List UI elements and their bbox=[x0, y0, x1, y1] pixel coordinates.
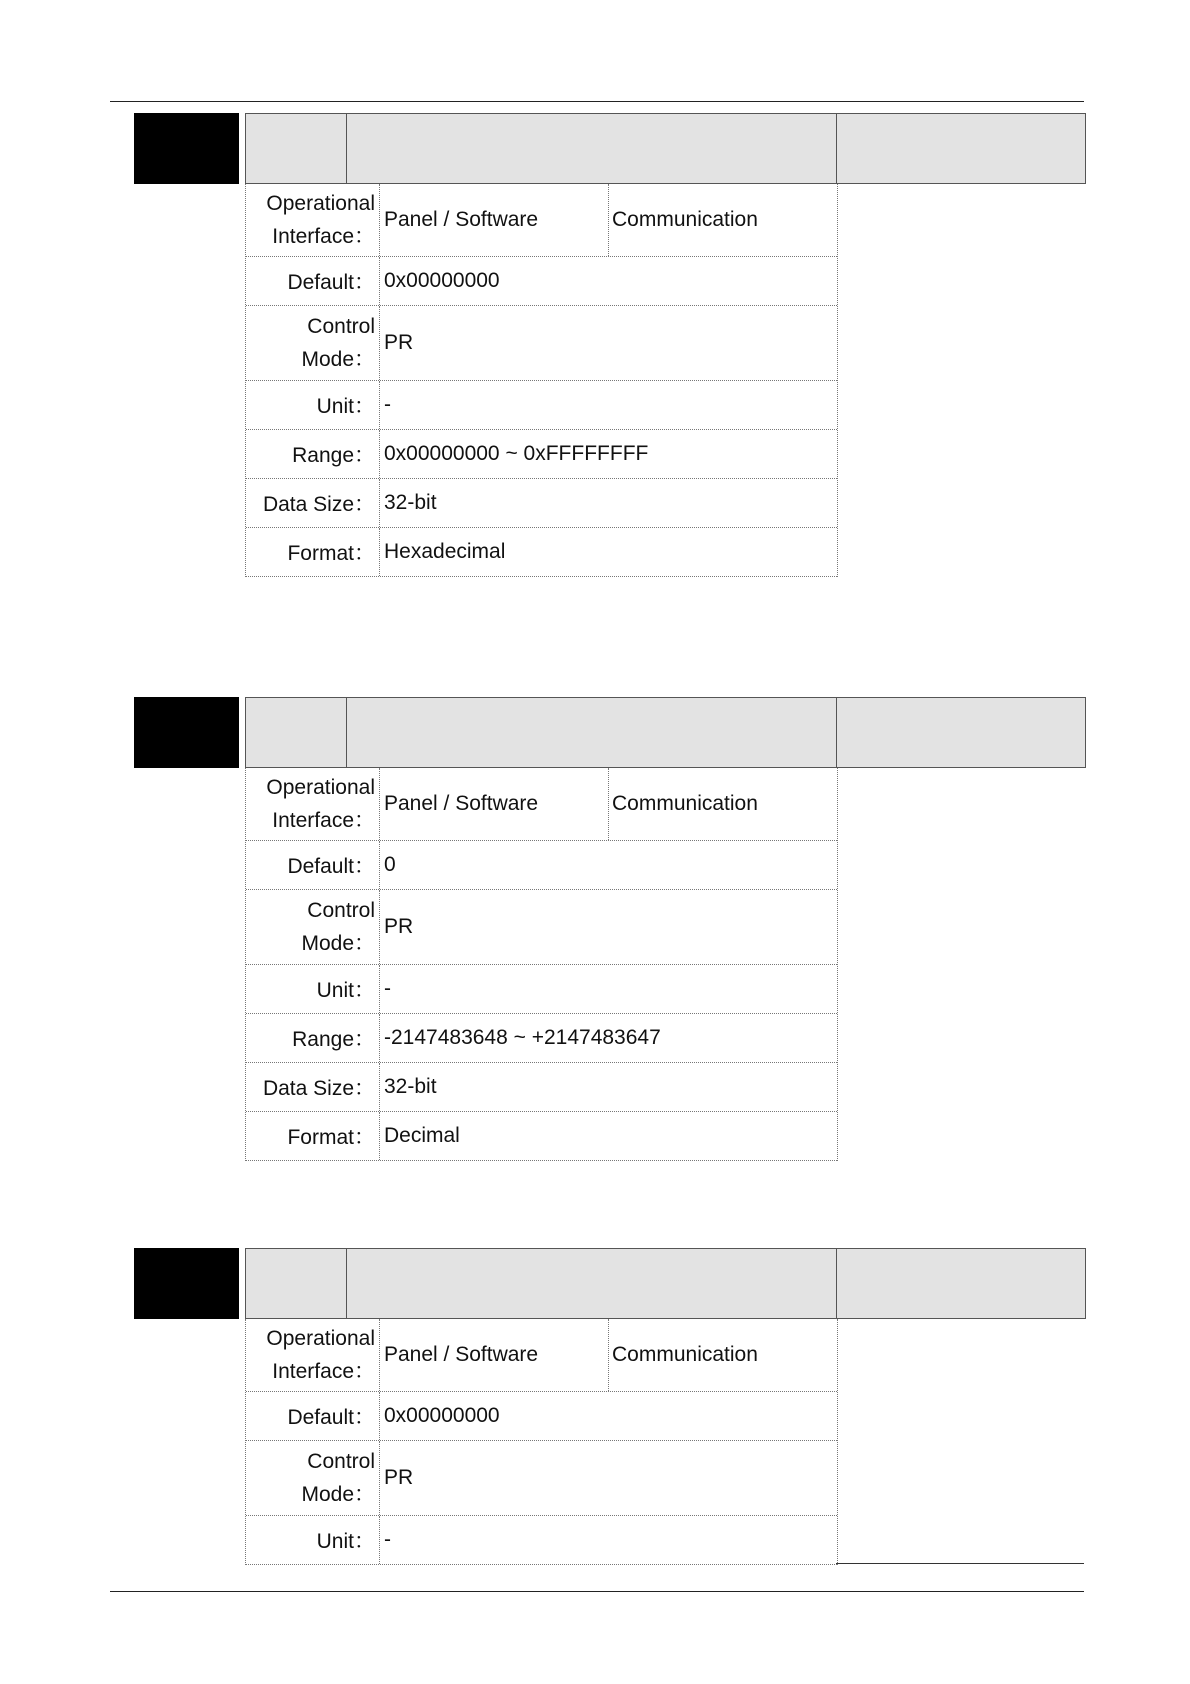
format-label: Format： bbox=[246, 528, 380, 576]
control-mode-label bbox=[246, 1441, 380, 1515]
control-mode-value: PR bbox=[384, 1466, 414, 1489]
parameter-table bbox=[245, 1319, 838, 1565]
parameter-table bbox=[245, 768, 838, 1161]
header-divider bbox=[836, 1249, 837, 1318]
label-line: Operational bbox=[266, 776, 375, 799]
control-mode-label bbox=[246, 890, 380, 964]
unit-label: Unit： bbox=[246, 965, 380, 1013]
label-line: Operational bbox=[266, 1327, 375, 1350]
parameter-number-badge bbox=[134, 113, 239, 184]
interface-value-communication: Communication bbox=[608, 184, 837, 256]
interface-label bbox=[246, 768, 380, 840]
unit-value: - bbox=[384, 393, 391, 416]
interface-value-communication: Communication bbox=[608, 768, 837, 840]
parameter-header bbox=[245, 697, 1086, 768]
unit-label: Unit： bbox=[246, 1516, 380, 1564]
label-line: Interface： bbox=[272, 809, 375, 832]
interface-label bbox=[246, 184, 380, 256]
row-operational-interface bbox=[246, 768, 837, 841]
range-label: Range： bbox=[246, 430, 380, 478]
row-format bbox=[246, 1112, 837, 1161]
interface-label bbox=[246, 1319, 380, 1391]
control-mode-value: PR bbox=[384, 915, 414, 938]
header-divider bbox=[346, 114, 347, 183]
row-default bbox=[246, 257, 837, 306]
label-line: Interface： bbox=[272, 225, 375, 248]
data-size-label: Data Size： bbox=[246, 1063, 380, 1111]
label-line: Operational bbox=[266, 192, 375, 215]
row-range bbox=[246, 430, 837, 479]
row-data-size bbox=[246, 479, 837, 528]
default-value: 0x00000000 bbox=[384, 269, 500, 292]
label-line: Control bbox=[307, 899, 375, 922]
row-default bbox=[246, 841, 837, 890]
unit-value: - bbox=[384, 1528, 391, 1551]
row-default bbox=[246, 1392, 837, 1441]
row-control-mode bbox=[246, 1441, 837, 1516]
label-line: Control bbox=[307, 315, 375, 338]
range-value: -2147483648 ~ +2147483647 bbox=[384, 1026, 661, 1049]
default-label: Default： bbox=[246, 841, 380, 889]
control-mode-value: PR bbox=[384, 331, 414, 354]
label-line: Interface： bbox=[272, 1360, 375, 1383]
parameter-header bbox=[245, 113, 1086, 184]
row-range bbox=[246, 1014, 837, 1063]
default-value: 0 bbox=[384, 853, 396, 876]
interface-value-panel: Panel / Software bbox=[384, 1343, 539, 1366]
row-control-mode bbox=[246, 306, 837, 381]
data-size-label: Data Size： bbox=[246, 479, 380, 527]
row-format bbox=[246, 528, 837, 577]
default-value: 0x00000000 bbox=[384, 1404, 500, 1427]
parameter-number-badge bbox=[134, 1248, 239, 1319]
data-size-value: 32-bit bbox=[384, 491, 437, 514]
label-line: Mode： bbox=[301, 348, 375, 371]
format-value: Decimal bbox=[384, 1124, 460, 1147]
parameter-table bbox=[245, 184, 838, 577]
data-size-value: 32-bit bbox=[384, 1075, 437, 1098]
label-line: Mode： bbox=[301, 932, 375, 955]
interface-value-communication: Communication bbox=[608, 1319, 837, 1391]
row-data-size bbox=[246, 1063, 837, 1112]
interface-value-panel: Panel / Software bbox=[384, 208, 539, 231]
label-line: Control bbox=[307, 1450, 375, 1473]
parameter-number-badge bbox=[134, 697, 239, 768]
row-control-mode bbox=[246, 890, 837, 965]
table-continuation-line bbox=[836, 1563, 1084, 1564]
control-mode-label bbox=[246, 306, 380, 380]
row-unit bbox=[246, 965, 837, 1014]
default-label: Default： bbox=[246, 257, 380, 305]
unit-value: - bbox=[384, 977, 391, 1000]
header-divider bbox=[836, 114, 837, 183]
range-label: Range： bbox=[246, 1014, 380, 1062]
row-operational-interface bbox=[246, 1319, 837, 1392]
header-divider bbox=[836, 698, 837, 767]
range-value: 0x00000000 ~ 0xFFFFFFFF bbox=[384, 442, 649, 465]
page-bottom-rule bbox=[110, 1591, 1084, 1592]
unit-label: Unit： bbox=[246, 381, 380, 429]
parameter-header bbox=[245, 1248, 1086, 1319]
row-operational-interface bbox=[246, 184, 837, 257]
row-unit bbox=[246, 381, 837, 430]
header-divider bbox=[346, 698, 347, 767]
format-label: Format： bbox=[246, 1112, 380, 1160]
header-divider bbox=[346, 1249, 347, 1318]
default-label: Default： bbox=[246, 1392, 380, 1440]
format-value: Hexadecimal bbox=[384, 540, 506, 563]
label-line: Mode： bbox=[301, 1483, 375, 1506]
interface-value-panel: Panel / Software bbox=[384, 792, 539, 815]
page-top-rule bbox=[110, 101, 1084, 102]
row-unit bbox=[246, 1516, 837, 1565]
